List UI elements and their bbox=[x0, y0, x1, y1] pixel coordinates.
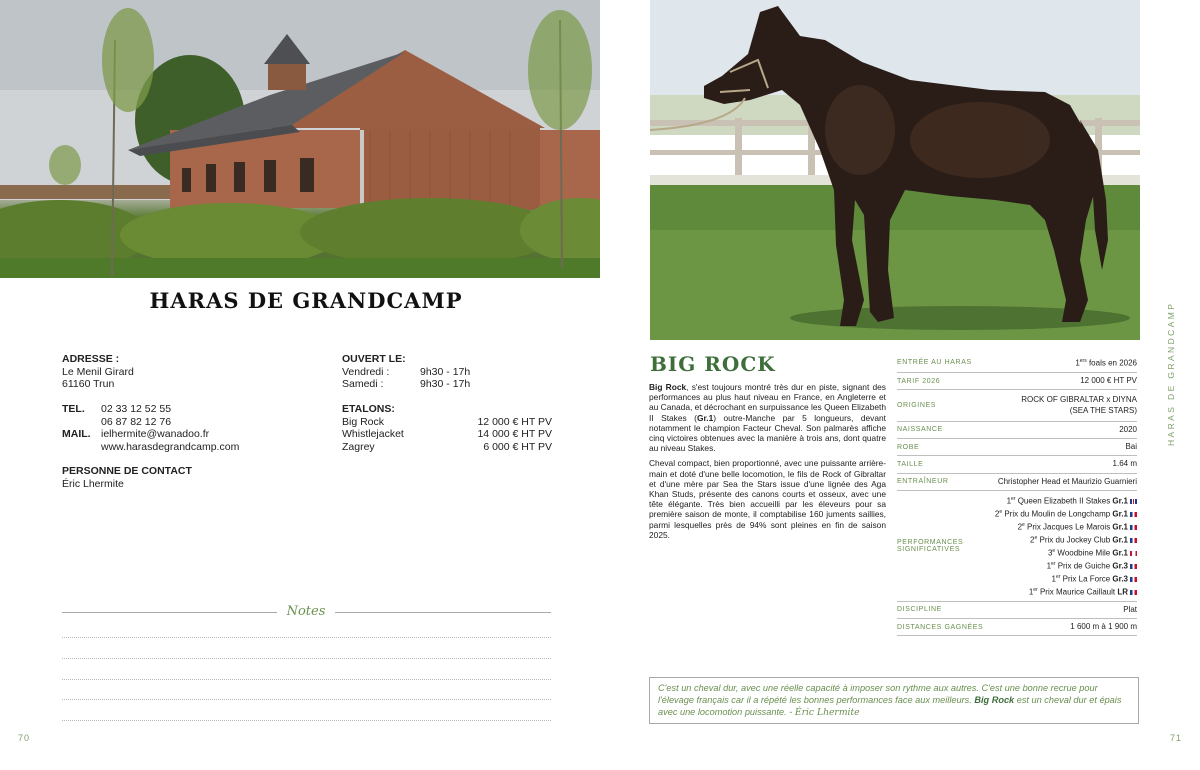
performance-item: 1er Queen Elizabeth II Stakes Gr.1 bbox=[995, 494, 1137, 507]
performances-label: PERFORMANCES SIGNIFICATIVES bbox=[897, 538, 964, 553]
notes-line[interactable] bbox=[62, 679, 551, 680]
quote-horse-name: Big Rock bbox=[974, 695, 1015, 705]
canada-flag-icon bbox=[1130, 551, 1137, 556]
performance-item: 3e Woodbine Mile Gr.1 bbox=[995, 546, 1137, 559]
fact-value: 12 000 € HT PV bbox=[1080, 375, 1137, 385]
fact-key: ENTRÉE AU HARAS bbox=[897, 358, 972, 366]
fact-row bbox=[897, 474, 1137, 491]
horse-name: BIG ROCK bbox=[650, 352, 776, 376]
website-link[interactable]: www.harasdegrandcamp.com bbox=[101, 440, 240, 453]
fact-value: 1 600 m à 1 900 m bbox=[1070, 621, 1137, 631]
description-paragraph: Cheval compact, bien proportionné, avec une puissante arrière-main et doté d'une belle locomotion, le fils de Rock of Gibraltar et d'une mère par Sea the Stars issue d'une lignée des Aga Khan Studs, présente des canons courts et osseux, avec une tête élégante. Très bien accueilli par les éleveurs pour sa première saison de monte, il comptabilise 160 juments saillies, parmi lesquelles près de 94% sont pleines en fin de saison 2025. bbox=[649, 458, 886, 540]
opening-day: Vendredi : bbox=[342, 365, 390, 378]
notes-rule-right bbox=[335, 612, 551, 613]
mail-link[interactable]: ielhermite@wanadoo.fr bbox=[101, 428, 210, 440]
page-number: 70 bbox=[18, 733, 31, 743]
france-flag-icon bbox=[1130, 525, 1137, 530]
fact-key: NAISSANCE bbox=[897, 426, 943, 434]
stallion-name: Big Rock bbox=[342, 415, 385, 428]
fact-value: Christopher Head et Maurizio Guarnieri bbox=[997, 476, 1137, 486]
performances-row bbox=[897, 491, 1137, 602]
fact-row bbox=[897, 439, 1137, 456]
stallion-fee: 6 000 € HT PV bbox=[483, 440, 552, 453]
mail-label: MAIL. bbox=[62, 428, 91, 440]
description-grade: Gr.1 bbox=[696, 412, 714, 423]
haras-title: HARAS DE GRANDCAMP bbox=[149, 288, 463, 313]
fact-row bbox=[897, 373, 1137, 390]
horse-description bbox=[649, 382, 886, 545]
performance-item: 2e Prix du Moulin de Longchamp Gr.1 bbox=[995, 507, 1137, 520]
fact-row bbox=[897, 602, 1137, 619]
testimonial-quote: C'est un cheval dur, avec une réelle capacité à imposer son rythme aux autres. C'est une bonne recrue pour l'élevage français car il a répété les bonnes performances face aux meilleurs. Big Rock est un cheval dur et épais avec une locomotion puissante. - Éric Lhermite bbox=[649, 677, 1139, 724]
opening-hours: 9h30 - 17h bbox=[420, 378, 471, 390]
fact-row bbox=[897, 456, 1137, 473]
performance-item: 1er Prix Maurice Caillault LR bbox=[995, 585, 1137, 598]
description-horse-name: Big Rock bbox=[649, 382, 687, 392]
fact-value: 1.64 m bbox=[1112, 459, 1137, 469]
tel-number-1: 02 33 12 52 55 bbox=[101, 403, 172, 415]
contact-person-label: PERSONNE DE CONTACT bbox=[62, 465, 192, 477]
opening-day: Samedi : bbox=[342, 378, 384, 390]
description-paragraph: Big Rock, s'est toujours montré très dur en piste, signant des performances au plus haut niveau en France, en Angleterre et au Canada, et décrochant en surpuissance les Queen Elizabeth II Stakes (Gr.1) outre-Manche par 5 longueurs, devant notamment le champion Facteur Cheval. Son palmarès affiche cinq victoires obtenues avec la manière à trois ans, dont quatre au niveau Stakes. bbox=[649, 382, 886, 454]
stallion-fee: 12 000 € HT PV bbox=[477, 415, 552, 428]
opening-hours: 9h30 - 17h bbox=[420, 365, 471, 378]
notes-line[interactable] bbox=[62, 637, 551, 638]
notes-line[interactable] bbox=[62, 720, 551, 721]
france-flag-icon bbox=[1130, 564, 1137, 569]
fact-value: 2020 bbox=[1119, 424, 1137, 434]
stallion-name: Zagrey bbox=[342, 440, 375, 453]
performances-list bbox=[995, 494, 1137, 598]
fact-value: ROCK OF GIBRALTAR x DIYNA (SEA THE STARS) bbox=[1021, 395, 1137, 415]
notes-line[interactable] bbox=[62, 699, 551, 700]
fact-key: DISTANCES GAGNÉES bbox=[897, 623, 984, 631]
france-flag-icon bbox=[1130, 590, 1137, 595]
stable-photo bbox=[0, 0, 600, 278]
facts-table bbox=[897, 353, 1137, 636]
horse-illustration bbox=[650, 0, 1140, 340]
france-flag-icon bbox=[1130, 577, 1137, 582]
quote-author: Éric Lhermite bbox=[794, 707, 860, 718]
fact-value: Plat bbox=[1123, 604, 1137, 614]
address-block bbox=[62, 353, 322, 391]
contact-block bbox=[62, 403, 322, 453]
fact-key: TAILLE bbox=[897, 461, 924, 469]
right-page bbox=[600, 0, 1200, 770]
stallion-row bbox=[342, 441, 552, 454]
address-label: ADRESSE : bbox=[62, 353, 120, 365]
fact-key: ORIGINES bbox=[897, 402, 937, 410]
fact-value: Bai bbox=[1125, 442, 1137, 452]
france-flag-icon bbox=[1130, 512, 1137, 517]
fact-row bbox=[897, 422, 1137, 439]
stallion-row bbox=[342, 428, 552, 441]
france-flag-icon bbox=[1130, 538, 1137, 543]
uk-flag-icon bbox=[1130, 499, 1137, 504]
fact-row bbox=[897, 353, 1137, 373]
horse-photo bbox=[650, 0, 1140, 340]
fact-key: ROBE bbox=[897, 443, 920, 451]
stallion-fee: 14 000 € HT PV bbox=[477, 428, 552, 440]
stable-illustration bbox=[0, 0, 600, 278]
side-running-title: HARAS DE GRANDCAMP bbox=[1166, 301, 1176, 446]
fact-key: TARIF 2026 bbox=[897, 377, 941, 385]
contact-person-block bbox=[62, 465, 322, 490]
tel-number-2: 06 87 82 12 76 bbox=[101, 415, 172, 428]
notes-line[interactable] bbox=[62, 658, 551, 659]
fact-value: 1ers foals en 2026 bbox=[1075, 358, 1137, 368]
stallion-name: Whistlejacket bbox=[342, 428, 404, 440]
performance-item: 2e Prix Jacques Le Marois Gr.1 bbox=[995, 520, 1137, 533]
address-line2: 61160 Trun bbox=[62, 378, 115, 390]
performance-item: 1er Prix de Guiche Gr.3 bbox=[995, 559, 1137, 572]
opening-block bbox=[342, 353, 552, 391]
stallions-block bbox=[342, 403, 552, 453]
fact-row bbox=[897, 619, 1137, 636]
contact-person-name: Éric Lhermite bbox=[62, 477, 124, 490]
stallion-row bbox=[342, 416, 552, 429]
fact-key: ENTRAÎNEUR bbox=[897, 478, 949, 486]
fact-key: DISCIPLINE bbox=[897, 606, 942, 614]
address-line1: Le Menil Girard bbox=[62, 365, 134, 378]
opening-label: OUVERT LE: bbox=[342, 353, 406, 365]
performance-item: 1er Prix La Force Gr.3 bbox=[995, 572, 1137, 585]
notes-title: Notes bbox=[286, 604, 326, 619]
performance-item: 2e Prix du Jockey Club Gr.1 bbox=[995, 533, 1137, 546]
page-number: 71 bbox=[1170, 733, 1183, 743]
tel-label: TEL. bbox=[62, 403, 85, 415]
fact-row bbox=[897, 390, 1137, 422]
stallions-label: ETALONS: bbox=[342, 403, 395, 415]
